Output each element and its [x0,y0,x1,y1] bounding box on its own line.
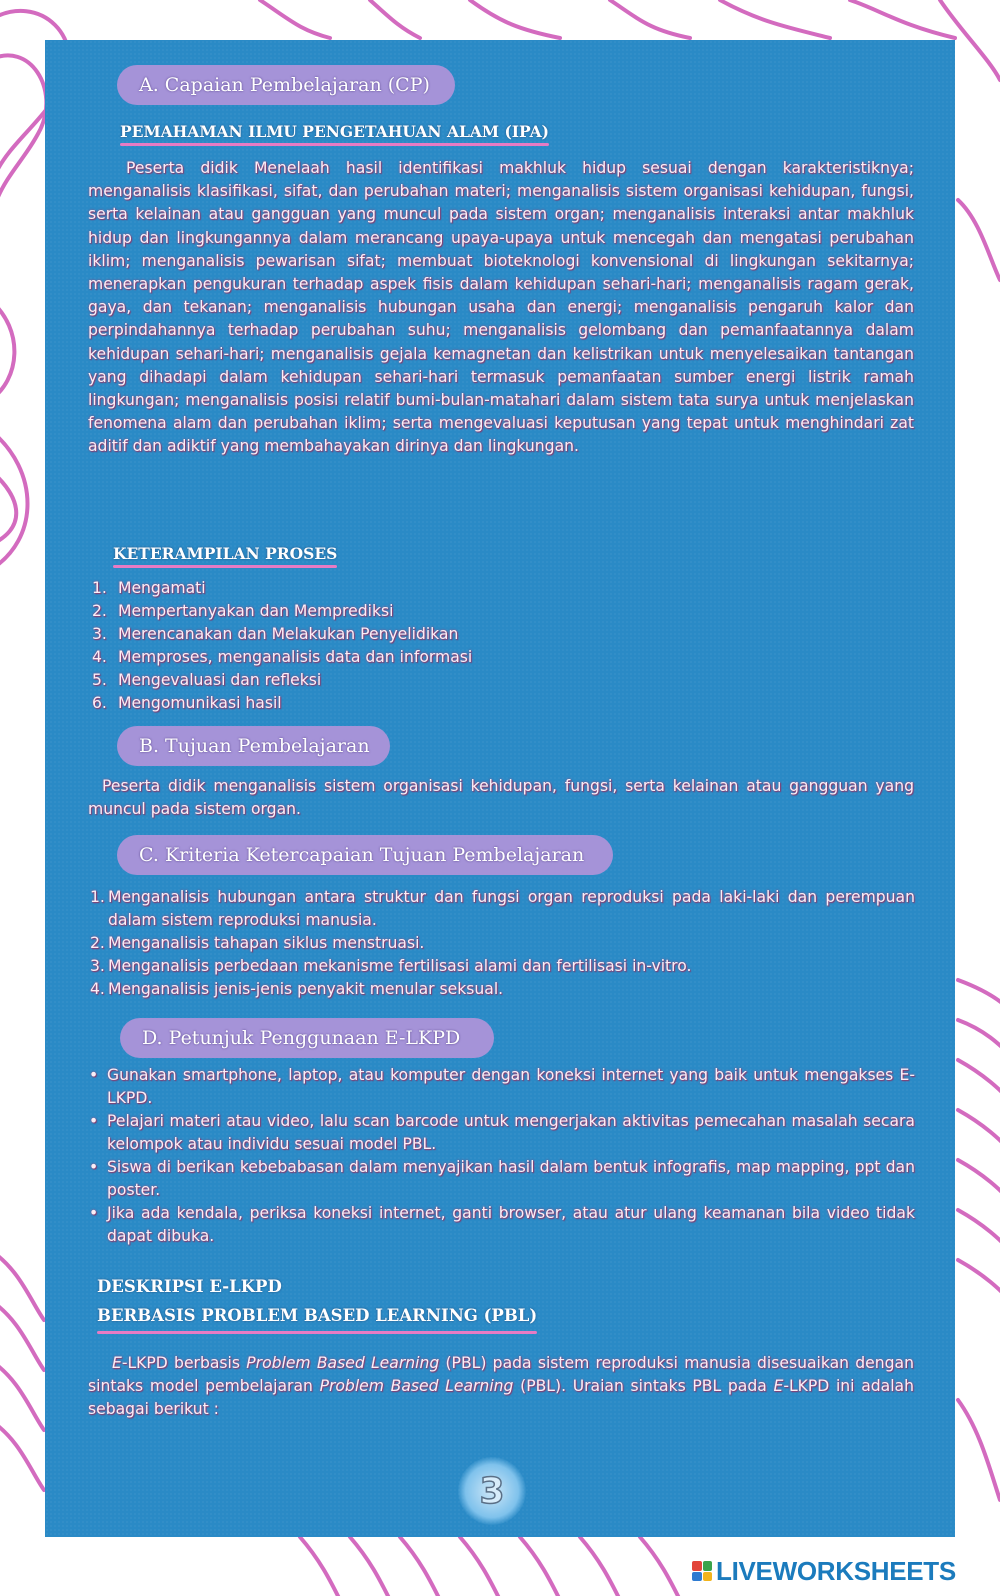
pbl-heading [97,1305,537,1327]
list-item [90,955,915,978]
list-number: 3. [92,625,107,643]
list-number: 2. [90,934,105,952]
section-d-title: D. Petunjuk Penggunaan E-LKPD [120,1018,494,1058]
description-paragraph [88,1352,914,1422]
list-item [87,1156,915,1202]
text-run: -LKPD ini adalah sebagai berikut : [88,1377,914,1419]
tujuan-paragraph: Peserta didik menganalisis sistem organisasi kehidupan, fungsi, serta kelainan atau gangguan yang muncul pada sistem organ. [88,777,914,819]
description-heading: DESKRIPSI E-LKPD [97,1277,282,1296]
pbl-heading-underline [97,1331,537,1334]
list-item [87,1110,915,1156]
subheading-underline [120,143,549,146]
list-number: 6. [92,694,107,712]
skills-heading [113,544,337,563]
list-text: Mengamati [118,579,206,597]
list-text: Mempertanyakan dan Memprediksi [118,602,394,620]
italic-pbl: Problem Based Learning [246,1354,440,1372]
bullet-icon: • [89,1112,99,1130]
italic-e: E [112,1354,122,1372]
list-text: Pelajari materi atau video, lalu scan barcode untuk mengerjakan aktivitas pemecahan masalah secara kelompok atau individu sesuai model PBL. [107,1112,915,1153]
list-item [92,692,792,715]
list-number: 4. [90,980,105,998]
list-item [90,932,915,955]
list-number: 4. [92,648,107,666]
section-b-title: B. Tujuan Pembelajaran [117,726,390,766]
italic-e: E [773,1377,784,1396]
list-text: Mengevaluasi dan refleksi [118,671,322,689]
list-item [92,600,792,623]
list-text: Jika ada kendala, periksa koneksi internet, ganti browser, atau atur ulang keamanan bila video tidak dapat dibuka. [107,1204,915,1245]
liveworksheets-brand[interactable] [692,1556,956,1586]
page-number: 3 [479,1470,505,1512]
list-item [90,886,915,932]
list-number: 2. [92,602,107,620]
list-item [92,646,792,669]
criteria-list [90,886,915,1001]
skills-heading-text: KETERAMPILAN PROSES [113,544,338,563]
skills-list [92,577,792,715]
skills-heading-underline [113,565,337,568]
list-text: Gunakan smartphone, laptop, atau komputer dengan koneksi internet yang baik untuk mengakses E-LKPD. [107,1066,915,1107]
list-text: Memproses, menganalisis data dan informasi [118,648,473,666]
ipa-subheading-text: PEMAHAMAN ILMU PENGETAHUAN ALAM (IPA) [120,122,549,141]
list-number: 1. [90,888,105,906]
bullet-icon: • [89,1066,99,1084]
ipa-subheading [120,122,549,141]
brand-name: LIVEWORKSHEETS [716,1555,956,1586]
list-item [90,978,915,1001]
list-number: 1. [92,579,107,597]
list-item [87,1064,915,1110]
list-text: Menganalisis tahapan siklus menstruasi. [108,934,425,952]
list-item [92,623,792,646]
bullet-icon: • [89,1204,99,1222]
section-c-title: C. Kriteria Ketercapaian Tujuan Pembelajaran [117,835,613,875]
list-item [92,577,792,600]
pbl-heading-text: BERBASIS PROBLEM BASED LEARNING (PBL) [97,1306,538,1325]
instructions-list [87,1064,915,1248]
list-text: Siswa di berikan kebebabasan dalam menyajikan hasil dalam bentuk infografis, map mapping, ppt dan poster. [107,1158,915,1199]
bullet-icon: • [89,1158,99,1176]
list-number: 3. [90,957,105,975]
list-text: Merencanakan dan Melakukan Penyelidikan [118,625,459,643]
cp-paragraph: Peserta didik Menelaah hasil identifikasi makhluk hidup sesuai dengan karakteristiknya; menganalisis klasifikasi, sifat, dan perubahan materi; menganalisis sistem organisasi kehidupan, fungsi, serta kelainan atau gangguan yang muncul pada sistem organ; menganalisis interaksi antar makhluk hidup dan lingkungannya dalam merancang upaya-upaya untuk mencegah dan mengatasi perubahan iklim; menganalisis pewarisan sifat; membuat bioteknologi konvensional di lingkungan sekitarnya; menerapkan pengukuran terhadap aspek fisis dalam kehidupan sehari-hari; menganalisis ragam gerak, gaya, dan tekanan; menganalisis hubungan usaha dan energi; menganalisis pengaruh kalor dan perpindahannya terhadap perubahan suhu; menganalisis gelombang dan pemanfaatannya dalam kehidupan sehari-hari; menganalisis gejala kemagnetan dan kelistrikan untuk menyelesaikan tantangan yang dihadapi dalam kehidupan sehari-hari termasuk pemanfaatan sumber energi listrik ramah lingkungan; menganalisis posisi relatif bumi-bulan-matahari dalam sistem tata surya untuk menjelaskan fenomena alam dan perubahan iklim; serta mengevaluasi keputusan yang tepat untuk menghindari zat aditif dan adiktif yang membahayakan dirinya dan lingkungan. [88,159,914,456]
list-item [92,669,792,692]
list-number: 5. [92,671,107,689]
italic-pbl: Problem Based Learning [319,1377,514,1396]
list-text: Menganalisis hubungan antara struktur dan fungsi organ reproduksi pada laki-laki dan perempuan dalam sistem reproduksi manusia. [108,888,915,929]
list-text: Menganalisis perbedaan mekanisme fertilisasi alami dan fertilisasi in-vitro. [108,957,692,975]
text-run: (PBL). Uraian sintaks PBL pada [513,1377,774,1396]
list-text: Menganalisis jenis-jenis penyakit menular seksual. [108,980,504,998]
liveworksheets-logo-icon [692,1561,712,1581]
list-item [87,1202,915,1248]
section-a-title: A. Capaian Pembelajaran (CP) [117,65,455,105]
text-run: -LKPD berbasis [121,1354,247,1372]
text-run: (PBL) pada sistem reproduksi manusia disesuaikan dengan sintaks model pembelajaran [88,1354,914,1396]
list-text: Mengomunikasi hasil [118,694,282,712]
page-number-badge [458,1457,526,1525]
